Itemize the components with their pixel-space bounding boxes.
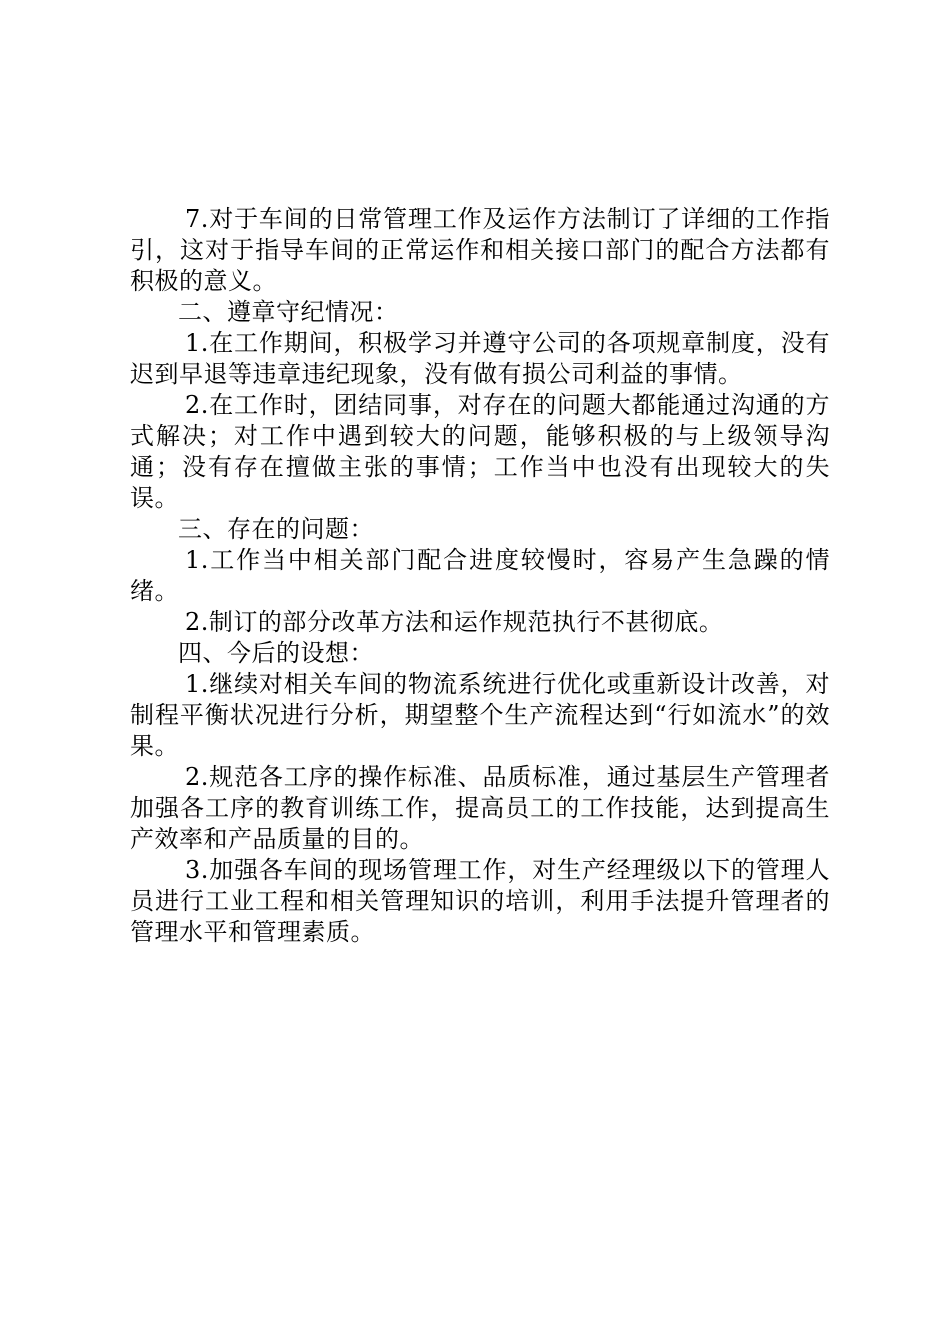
paragraph-problem-1: 1.工作当中相关部门配合进度较慢时，容易产生急躁的情绪。	[130, 546, 830, 605]
section-heading-problems: 三、存在的问题：	[178, 515, 374, 543]
paragraph-plan-2: 2.规范各工序的操作标准、品质标准，通过基层生产管理者加强各工序的教育训练工作，提高员工的工作技能，达到提高生产效率和产品质量的目的。	[130, 763, 830, 853]
paragraph-discipline-2: 2.在工作时，团结同事，对存在的问题大都能通过沟通的方式解决；对工作中遇到较大的问题，能够积极的与上级领导沟通；没有存在擅做主张的事情；工作当中也没有出现较大的失误。	[130, 391, 830, 512]
section-heading-future-plans: 四、今后的设想：	[178, 639, 374, 667]
paragraph-item-7-work-guidelines: 7.对于车间的日常管理工作及运作方法制订了详细的工作指引，这对于指导车间的正常运作和相关接口部门的配合方法都有积极的意义。	[130, 205, 830, 295]
paragraph-plan-3: 3.加强各车间的现场管理工作，对生产经理级以下的管理人员进行工业工程和相关管理知识的培训，利用手法提升管理者的管理水平和管理素质。	[130, 856, 830, 946]
section-heading-discipline: 二、遵章守纪情况：	[178, 298, 399, 326]
paragraph-discipline-1: 1.在工作期间，积极学习并遵守公司的各项规章制度，没有迟到早退等违章违纪现象，没有做有损公司利益的事情。	[130, 329, 830, 388]
paragraph-plan-1: 1.继续对相关车间的物流系统进行优化或重新设计改善，对制程平衡状况进行分析，期望整个生产流程达到“行如流水”的效果。	[130, 670, 830, 760]
paragraph-problem-2: 2.制订的部分改革方法和运作规范执行不甚彻底。	[185, 608, 724, 636]
document-body	[130, 204, 830, 948]
